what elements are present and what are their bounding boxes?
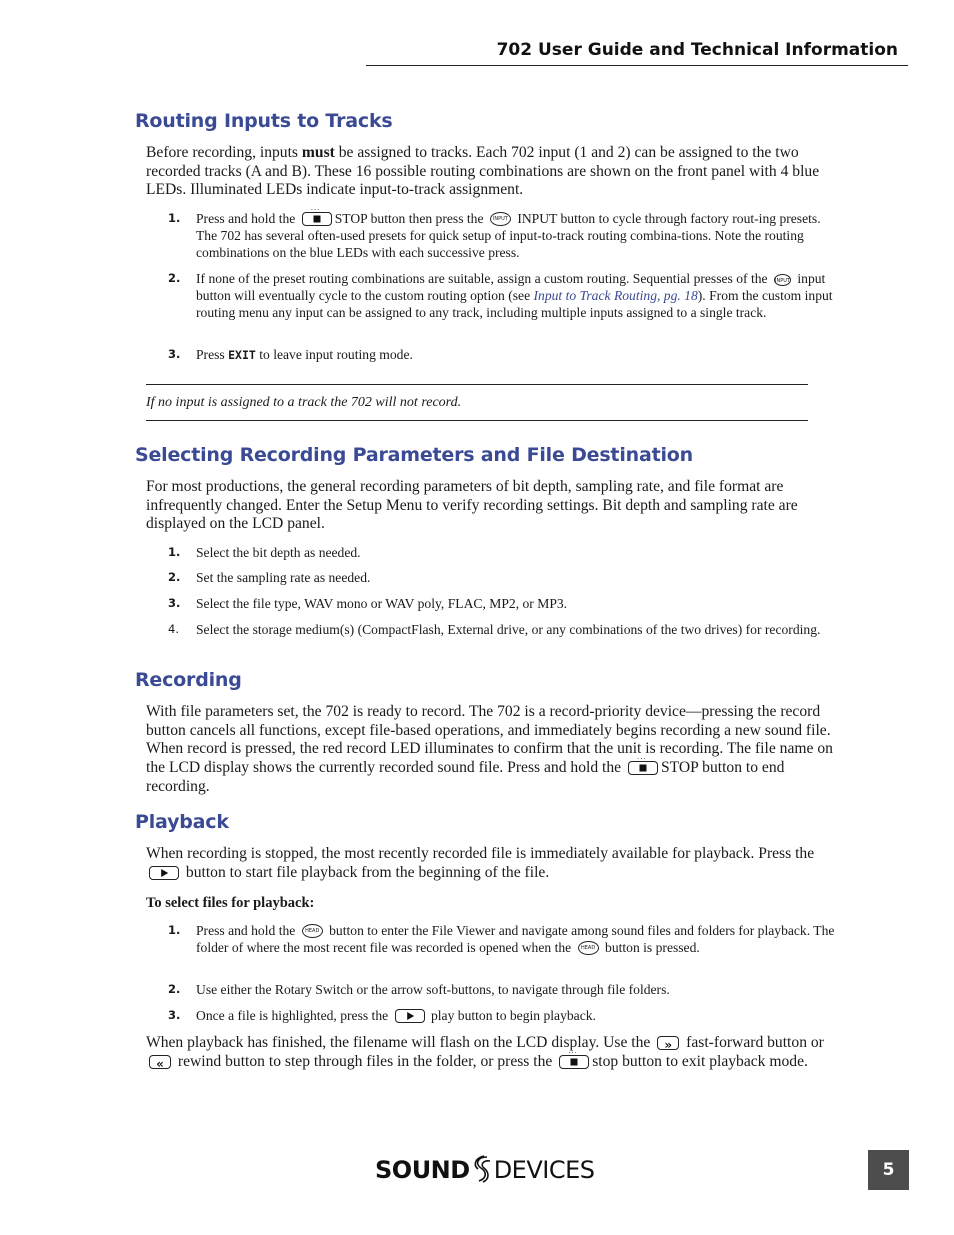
playback-intro: When recording is stopped, the most recently recorded file is immediately available for playback. Press the button to start file playback from the beginning of the file.	[146, 845, 815, 881]
stop-button-icon: ···	[559, 1055, 589, 1069]
heading-recording: Recording	[135, 669, 242, 691]
stop-button-icon: ···	[628, 761, 658, 775]
stop-button-icon: ···	[302, 212, 332, 226]
recording-intro: With file parameters set, the 702 is ready to record. The 702 is a record-priority device—pressing the record button cancels all functions, except file-based operations, and immediately begins recording a new sound file. When record is pressed, the red record LED illuminates to confirm that the unit is recording. The file name on the LCD display shows the currently recorded sound file. Press and hold the ··· STOP button to end recording.	[146, 703, 833, 795]
playback-subheading: To select files for playback:	[146, 895, 315, 911]
input-button-icon: INPUT	[490, 212, 511, 226]
rewind-button-icon: «	[149, 1055, 171, 1069]
head-button-icon: HEAD	[578, 941, 599, 955]
play-button-icon	[395, 1009, 425, 1023]
routing-note: If no input is assigned to a track the 702 will not record.	[146, 395, 462, 410]
header-title: 702 User Guide and Technical Information	[496, 40, 898, 60]
header-rule	[366, 65, 908, 66]
sound-devices-logo: SOUND DEVICES	[375, 1156, 595, 1184]
parameters-intro: For most productions, the general recording parameters of bit depth, sampling rate, and file format are infrequently changed. Enter the Setup Menu to verify recording settings. Bit depth and sampling rate are displayed on the LCD panel.	[146, 478, 798, 533]
heading-playback: Playback	[135, 811, 229, 833]
cross-reference-link[interactable]: Input to Track Routing, pg. 18	[533, 288, 698, 303]
fast-forward-button-icon: »	[657, 1036, 679, 1050]
note-rule-bottom	[146, 420, 808, 421]
heading-routing: Routing Inputs to Tracks	[135, 110, 393, 132]
logo-swirl-icon	[471, 1154, 493, 1184]
playback-outro: When playback has finished, the filename will flash on the LCD display. Use the » fast-forward button or « rewind button to step through files in the folder, or press the ··· stop button to exit playback mode.	[146, 1034, 824, 1071]
routing-intro: Before recording, inputs must be assigned to tracks. Each 702 input (1 and 2) can be assigned to the two recorded tracks (A and B). These 16 possible routing combinations are shown on the front panel with 4 blue LEDs. Illuminated LEDs indicate input-to-track assignment.	[146, 144, 820, 199]
play-button-icon	[149, 866, 179, 880]
note-rule-top	[146, 384, 808, 385]
head-button-icon: HEAD	[302, 924, 323, 938]
heading-parameters: Selecting Recording Parameters and File Destination	[135, 444, 693, 466]
input-button-icon: INPUT	[774, 274, 791, 286]
page-number: 5	[868, 1150, 909, 1190]
